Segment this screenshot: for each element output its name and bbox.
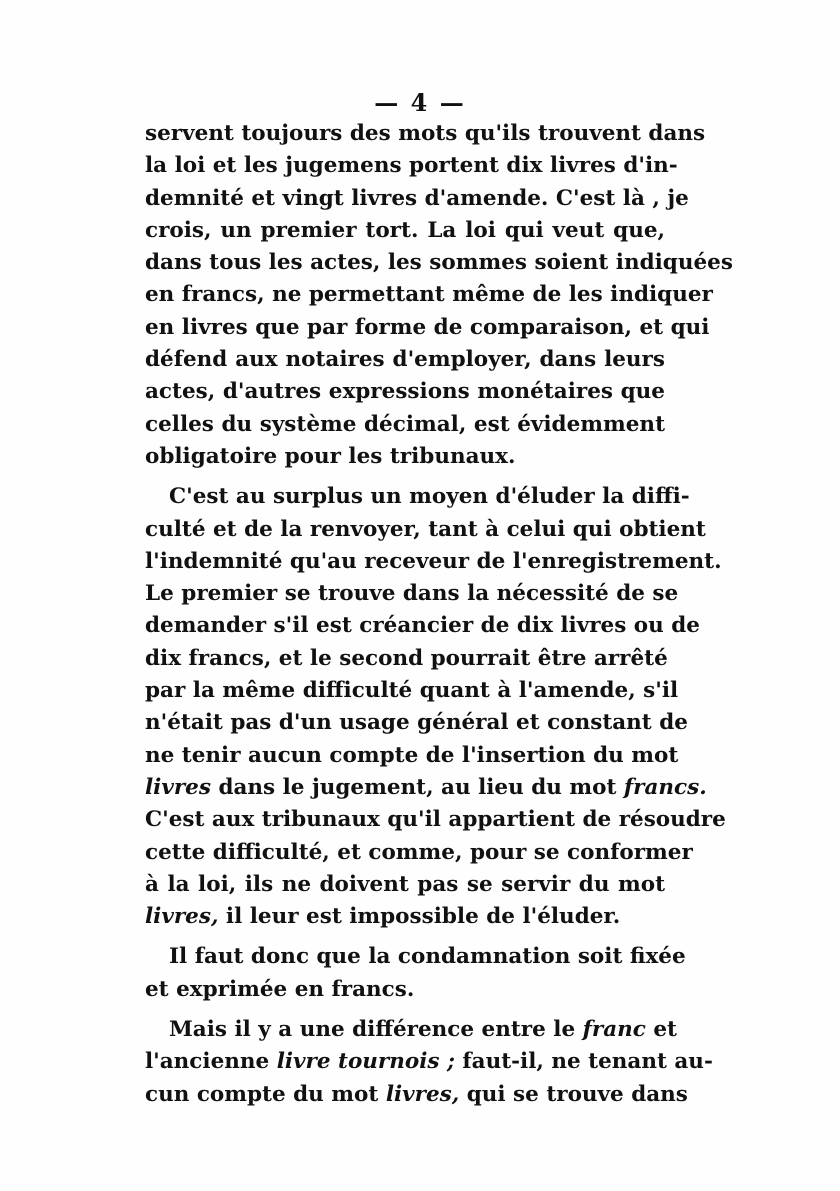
text-run: qui se trouve dans — [459, 1081, 688, 1107]
text-line — [145, 1079, 688, 1111]
text-line: à la loi, ils ne doivent pas se servir du mot — [145, 871, 665, 897]
text-line: demander s'il est créancier de dix livres ou de — [145, 613, 700, 639]
text-line — [145, 901, 665, 933]
text-run: il leur est impossible de l'éluder. — [218, 904, 621, 930]
text-line — [145, 772, 707, 804]
text-line: cette difficulté, et comme, pour se conformer — [145, 839, 693, 865]
text-line — [145, 1014, 677, 1046]
paragraph-2 — [145, 481, 726, 933]
text-line — [145, 1046, 713, 1078]
text-line: défend aux notaires d'employer, dans leurs — [145, 347, 665, 373]
text-line: Il faut donc que la condamnation soit fixée — [169, 944, 686, 970]
text-line: C'est aux tribunaux qu'il appartient de résoudre — [145, 807, 726, 833]
text-line: dans tous les actes, les sommes soient indiquées — [145, 250, 733, 276]
italic-word: livres — [145, 774, 211, 800]
text-run: et — [645, 1017, 677, 1043]
text-line: demnité et vingt livres d'amende. C'est là , je — [145, 185, 689, 211]
text-line: obligatoire pour les tribunaux. — [145, 443, 516, 469]
text-line: l'indemnité qu'au receveur de l'enregistrement. — [145, 548, 722, 574]
body-text — [145, 118, 733, 1111]
text-run: l'ancienne — [145, 1049, 277, 1075]
text-line: celles du système décimal, est évidemment — [145, 411, 665, 437]
text-line: par la même difficulté quant à l'amende, s'il — [145, 678, 679, 704]
text-line: actes, d'autres expressions monétaires que — [145, 379, 665, 405]
text-run: faut-il, ne tenant au- — [454, 1049, 713, 1075]
italic-word: livres, — [145, 904, 219, 930]
text-line: dix francs, et le second pourrait être arrêté — [145, 645, 668, 671]
text-line: servent toujours des mots qu'ils trouvent dans — [145, 121, 706, 146]
paragraph-4 — [145, 1014, 713, 1111]
text-line: n'était pas d'un usage général et constant de — [145, 710, 688, 736]
text-line: et exprimée en francs. — [145, 976, 415, 1002]
italic-word: francs. — [623, 774, 707, 800]
italic-word: livre tournois ; — [276, 1049, 455, 1075]
text-line: ne tenir aucun compte de l'insertion du mot — [145, 742, 679, 768]
text-line: en francs, ne permettant même de les indiquer — [145, 282, 713, 308]
text-line: en livres que par forme de comparaison, et qui — [145, 314, 710, 340]
text-run: dans le jugement, au lieu du mot — [210, 774, 624, 800]
text-line: Le premier se trouve dans la nécessité de se — [145, 581, 679, 607]
text-line: culté et de la renvoyer, tant à celui qui obtient — [145, 516, 706, 542]
italic-word: livres, — [385, 1081, 460, 1107]
italic-word: franc — [582, 1017, 646, 1043]
paragraph-1 — [145, 118, 733, 473]
text-line: C'est au surplus un moyen d'éluder la diffi- — [169, 484, 690, 510]
paragraph-3 — [145, 941, 686, 1006]
text-run: cun compte du mot — [145, 1081, 386, 1107]
text-line: crois, un premier tort. La loi qui veut que, — [145, 217, 665, 243]
text-line: la loi et les jugemens portent dix livres d'in- — [145, 153, 678, 179]
page-number: — 4 — — [374, 88, 466, 117]
text-run: Mais il y a une différence entre le — [169, 1017, 583, 1043]
